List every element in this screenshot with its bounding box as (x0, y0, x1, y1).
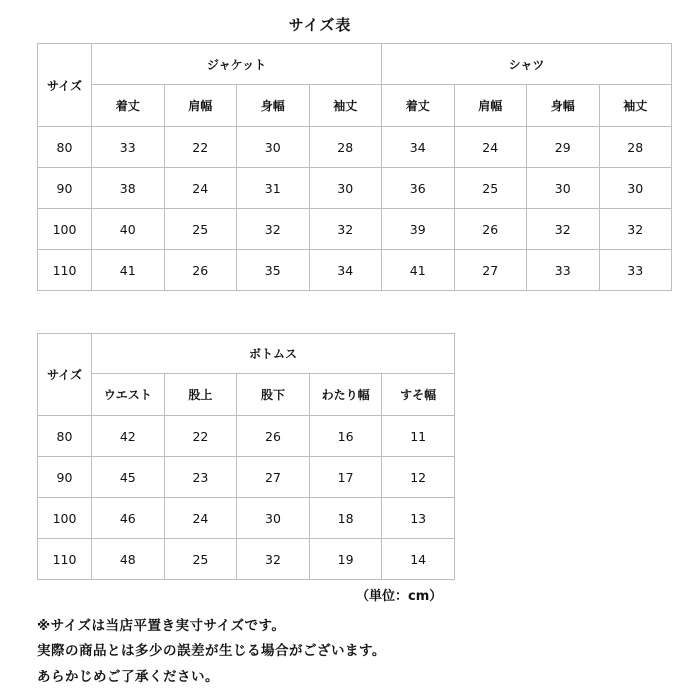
table-cell: 28 (599, 127, 672, 168)
table-cell: 31 (237, 168, 310, 209)
size-cell: 110 (38, 539, 92, 580)
table-cell: 45 (92, 457, 165, 498)
table-cell: 32 (237, 209, 310, 250)
size-table-tops (37, 43, 672, 291)
table-cell: 29 (527, 127, 600, 168)
table-header-row (38, 334, 455, 374)
table-cell: 42 (92, 416, 165, 457)
subheader-cell: 身幅 (237, 85, 310, 127)
size-table-bottoms (37, 333, 455, 580)
table-cell: 22 (164, 416, 237, 457)
table-cell: 38 (92, 168, 165, 209)
size-cell: 80 (38, 416, 92, 457)
table-cell: 17 (309, 457, 382, 498)
note-line: 実際の商品とは多少の誤差が生じる場合がございます。 (37, 643, 386, 659)
table-cell: 27 (454, 250, 527, 291)
table-row (38, 416, 455, 457)
note-line: ※サイズは当店平置き実寸サイズです。 (37, 618, 286, 634)
table-cell: 26 (164, 250, 237, 291)
table-cell: 18 (309, 498, 382, 539)
table-cell: 12 (382, 457, 455, 498)
table-cell: 11 (382, 416, 455, 457)
table-cell: 25 (454, 168, 527, 209)
subheader-cell: 身幅 (527, 85, 600, 127)
table-cell: 46 (92, 498, 165, 539)
table-cell: 34 (309, 250, 382, 291)
table-subheader-row (38, 85, 672, 127)
table-cell: 19 (309, 539, 382, 580)
table-subheader-row (38, 374, 455, 416)
subheader-cell: 肩幅 (164, 85, 237, 127)
table-cell: 32 (527, 209, 600, 250)
subheader-cell: 着丈 (382, 85, 455, 127)
note-line: あらかじめご了承ください。 (37, 669, 219, 685)
table-row (38, 127, 672, 168)
table-cell: 33 (527, 250, 600, 291)
table-cell: 24 (164, 168, 237, 209)
table-cell: 39 (382, 209, 455, 250)
size-cell: 110 (38, 250, 92, 291)
table-cell: 48 (92, 539, 165, 580)
table-row (38, 498, 455, 539)
table-cell: 22 (164, 127, 237, 168)
size-cell: 90 (38, 168, 92, 209)
table-cell: 24 (164, 498, 237, 539)
table-cell: 30 (237, 127, 310, 168)
size-cell: 100 (38, 209, 92, 250)
subheader-cell: 股上 (164, 374, 237, 416)
table-cell: 30 (237, 498, 310, 539)
table-cell: 16 (309, 416, 382, 457)
table-cell: 30 (599, 168, 672, 209)
size-header: サイズ (38, 44, 92, 127)
table-cell: 33 (92, 127, 165, 168)
table-cell: 32 (309, 209, 382, 250)
table-cell: 30 (309, 168, 382, 209)
table-header-row (38, 44, 672, 85)
size-cell: 80 (38, 127, 92, 168)
subheader-cell: 袖丈 (599, 85, 672, 127)
table-cell: 26 (237, 416, 310, 457)
table-cell: 40 (92, 209, 165, 250)
table-cell: 23 (164, 457, 237, 498)
subheader-cell: わたり幅 (309, 374, 382, 416)
size-cell: 100 (38, 498, 92, 539)
table-row (38, 457, 455, 498)
table-cell: 32 (599, 209, 672, 250)
table-row (38, 250, 672, 291)
table-row (38, 539, 455, 580)
table-cell: 30 (527, 168, 600, 209)
table-cell: 13 (382, 498, 455, 539)
table-row (38, 168, 672, 209)
table-cell: 35 (237, 250, 310, 291)
table-cell: 25 (164, 539, 237, 580)
group-header-bottoms: ボトムス (92, 334, 455, 374)
table-cell: 28 (309, 127, 382, 168)
table-cell: 25 (164, 209, 237, 250)
table-row (38, 209, 672, 250)
subheader-cell: 袖丈 (309, 85, 382, 127)
table-cell: 41 (382, 250, 455, 291)
subheader-cell: ウエスト (92, 374, 165, 416)
table-cell: 41 (92, 250, 165, 291)
table-cell: 14 (382, 539, 455, 580)
table-cell: 33 (599, 250, 672, 291)
table-cell: 27 (237, 457, 310, 498)
subheader-cell: 股下 (237, 374, 310, 416)
page-title: サイズ表 (288, 16, 352, 34)
table-cell: 24 (454, 127, 527, 168)
unit-label: （単位：cm） (356, 589, 443, 604)
subheader-cell: 着丈 (92, 85, 165, 127)
group-header-shirt: シャツ (382, 44, 672, 85)
subheader-cell: すそ幅 (382, 374, 455, 416)
table-cell: 32 (237, 539, 310, 580)
table-cell: 34 (382, 127, 455, 168)
table-cell: 26 (454, 209, 527, 250)
subheader-cell: 肩幅 (454, 85, 527, 127)
size-header: サイズ (38, 334, 92, 416)
size-cell: 90 (38, 457, 92, 498)
group-header-jacket: ジャケット (92, 44, 382, 85)
table-cell: 36 (382, 168, 455, 209)
